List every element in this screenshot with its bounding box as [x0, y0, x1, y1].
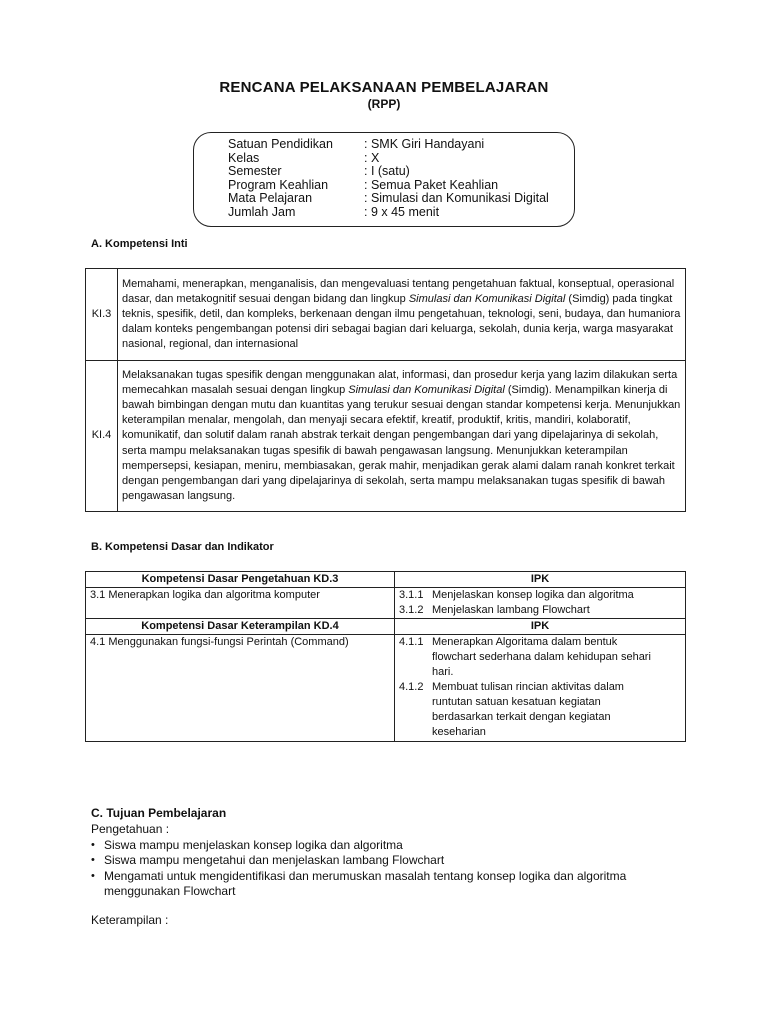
kompetensi-dasar-table — [85, 571, 686, 742]
identity-box — [193, 132, 575, 227]
ki-text — [118, 361, 686, 512]
identity-label: Mata Pelajaran — [228, 191, 313, 206]
ki-text-part: (Simdig) pada tingkat teknis, spesifik, detil, dan kompleks, berkenaan dengan ilmu pengetahuan, teknologi, seni, budaya, dan humaniora dalam konteks pengembangan potensi diri sebagai bagian dari keluarga, sekolah, dunia kerja, warga masyarakat nasional, regional, dan internasional — [122, 292, 681, 351]
ki-text-italic: Simulasi dan Komunikasi Digital — [408, 292, 566, 305]
ipk-number: 4.1.2 — [399, 681, 424, 693]
section-c-heading: C. Tujuan Pembelajaran — [91, 806, 227, 820]
identity-value: : 9 x 45 menit — [364, 204, 440, 219]
ipk-text: Membuat tulisan rincian aktivitas dalam runtutan satuan kesatuan kegiatan berdasarkan terkait dengan kegiatan keseharian — [432, 681, 624, 738]
identity-label: Program Keahlian — [228, 177, 329, 192]
list-item-text: Mengamati untuk mengidentifikasi dan merumuskan masalah tentang konsep logika dan algoritma menggunakan Flowchart — [104, 868, 627, 898]
table-row — [86, 361, 686, 512]
table-row — [86, 588, 686, 619]
ipk-number: 3.1.2 — [399, 604, 424, 616]
ipk-item — [399, 680, 681, 740]
page-subtitle: (RPP) — [367, 97, 401, 111]
table-row — [86, 635, 686, 742]
identity-row — [228, 192, 549, 206]
identity-label: Kelas — [228, 150, 260, 165]
tujuan-content — [91, 822, 651, 900]
identity-label: Semester — [228, 164, 282, 179]
pengetahuan-label: Pengetahuan : — [91, 822, 170, 836]
identity-value: : I (satu) — [364, 164, 410, 179]
table-header-row — [86, 572, 686, 588]
ipk-text: Menjelaskan lambang Flowchart — [432, 604, 590, 616]
ipk-header: IPK — [395, 619, 686, 635]
ipk-item — [399, 588, 681, 603]
ki-text-part: (Simdig). Menampilkan kinerja di bawah bimbingan dengan mutu dan kuantitas yang terukur sesuai dengan standar kompetensi kerja. Menunjukkan keterampilan menalar, mengolah, dan menyaji secara efektif, kreatif, produktif, kritis, mandiri, kolaboratif, komunikatif, dan solutif dalam ranah abstrak terkait dengan pengembangan dari yang dipelajarinya di sekolah, serta mampu melaksanakan tugas spesifik di bawah pengawasan langsung. Menunjukkan keterampilan mempersepsi, kesiapan, meniru, membiasakan, gerak mahir, menjadikan gerak alami dalam ranah konkret terkait dengan pengembangan dari yang dipelajarinya di sekolah, serta mampu melaksanakan tugas spesifik di bawah pengawasan langsung. — [122, 384, 681, 502]
page-title: RENCANA PELAKSANAAN PEMBELAJARAN — [219, 79, 549, 96]
kd3-header: Kompetensi Dasar Pengetahuan KD.3 — [86, 572, 395, 588]
section-b-heading: B. Kompetensi Dasar dan Indikator — [91, 541, 274, 553]
list-item — [91, 838, 651, 854]
list-item — [91, 853, 651, 869]
identity-list — [228, 138, 549, 220]
identity-row — [228, 138, 549, 152]
bullet-icon: • — [91, 869, 95, 882]
bullet-icon: • — [91, 838, 95, 851]
kd4-text: 4.1 Menggunakan fungsi-fungsi Perintah (Command) — [86, 635, 395, 742]
ipk-number: 4.1.1 — [399, 636, 424, 648]
identity-row — [228, 206, 549, 220]
identity-label: Jumlah Jam — [228, 204, 296, 219]
identity-row — [228, 179, 549, 193]
table-row — [86, 269, 686, 361]
identity-value: : X — [364, 150, 380, 165]
ki-text-part: Memahami, menerapkan, menganalisis, dan mengevaluasi tentang pengetahuan faktual, konseptual, operasional dasar, dan metakognitif sesuai dengan bidang dan lingkup — [122, 277, 675, 305]
ki-code: KI.4 — [86, 361, 118, 512]
ipk-number: 3.1.1 — [399, 589, 424, 601]
kd3-ipk-cell — [395, 588, 686, 619]
ipk-text: Menerapkan Algoritama dalam bentuk flowchart sederhana dalam kehidupan sehari hari. — [432, 636, 651, 678]
kd3-text: 3.1 Menerapkan logika dan algoritma komputer — [86, 588, 395, 619]
keterampilan-label: Keterampilan : — [91, 913, 169, 927]
identity-value: : Simulasi dan Komunikasi Digital — [364, 191, 549, 206]
identity-value: : SMK Giri Handayani — [364, 137, 485, 151]
ki-text-italic: Simulasi dan Komunikasi Digital — [348, 384, 505, 397]
list-item-text: Siswa mampu mengetahui dan menjelaskan lambang Flowchart — [104, 853, 445, 867]
ipk-header: IPK — [395, 572, 686, 588]
kd4-ipk-cell — [395, 635, 686, 742]
ki-text — [118, 269, 686, 361]
bullet-icon: • — [91, 854, 95, 866]
section-a-heading: A. Kompetensi Inti — [91, 238, 188, 250]
identity-label: Satuan Pendidikan — [228, 137, 333, 151]
ki-text-part: Melaksanakan tugas spesifik dengan menggunakan alat, informasi, dan prosedur kerja yang lazim dilakukan serta memecahkan masalah sesuai dengan lingkup — [122, 369, 678, 397]
ipk-item — [399, 635, 681, 680]
ipk-text: Menjelaskan konsep logika dan algoritma — [432, 589, 634, 601]
table-header-row — [86, 619, 686, 635]
identity-value: : Semua Paket Keahlian — [364, 177, 499, 192]
ipk-item — [399, 603, 681, 618]
list-item — [91, 869, 651, 900]
list-item-text: Siswa mampu menjelaskan konsep logika dan algoritma — [104, 837, 403, 852]
identity-row — [228, 152, 549, 166]
ki-code: KI.3 — [86, 269, 118, 361]
kompetensi-inti-table — [85, 268, 686, 512]
kd4-header: Kompetensi Dasar Keterampilan KD.4 — [86, 619, 395, 635]
identity-row — [228, 165, 549, 179]
